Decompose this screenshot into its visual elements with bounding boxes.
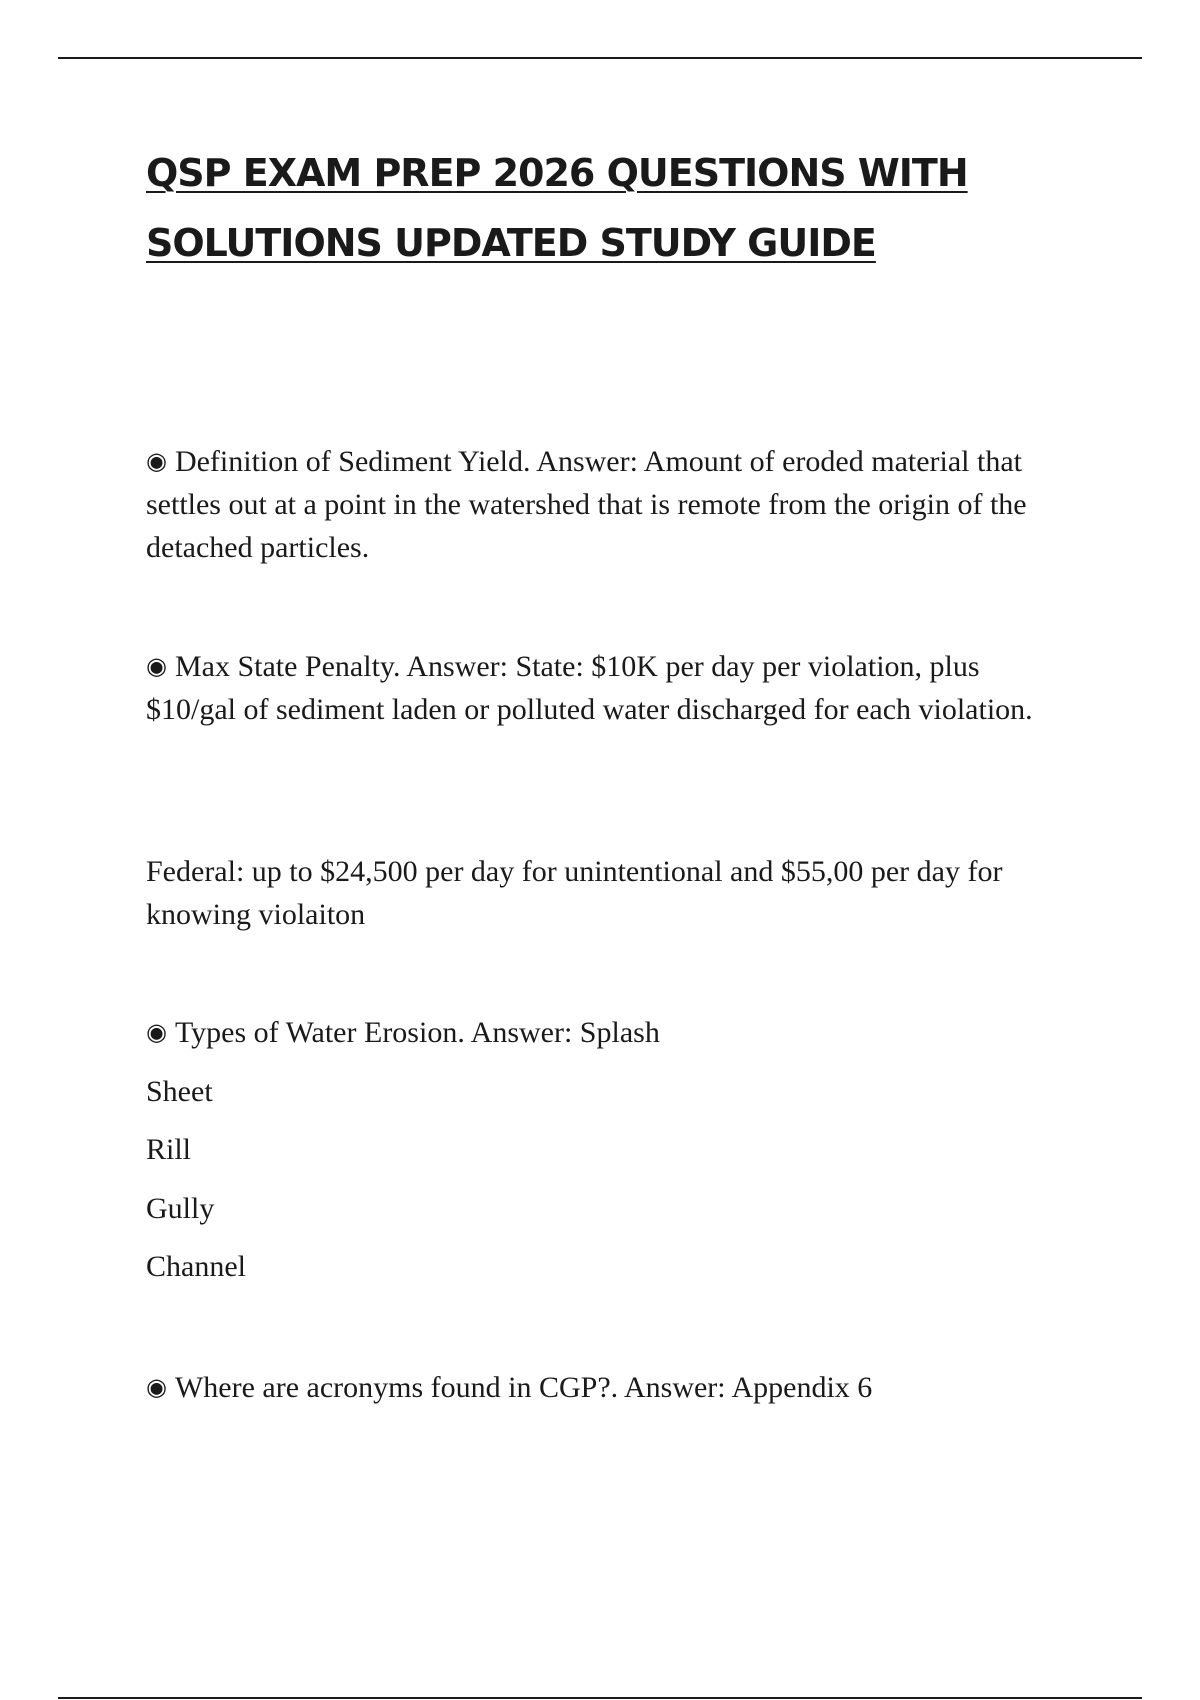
- qa-continuation-federal-penalty: Federal: up to $24,500 per day for unintentional and $55,00 per day for knowing violaiton: [146, 855, 1003, 931]
- qa-text: Max State Penalty. Answer: State: $10K per day per violation, plus $10/gal of sediment laden or polluted water discharged for each violation.: [146, 650, 1033, 726]
- erosion-type-gully: Gully: [146, 1192, 215, 1225]
- bullet-icon: ◉: [146, 652, 167, 680]
- qa-text: Types of Water Erosion. Answer: Splash: [174, 1016, 660, 1049]
- title-line-2: SOLUTIONS UPDATED STUDY GUIDE: [146, 221, 876, 265]
- document-title: [146, 138, 1046, 278]
- qa-text: Definition of Sediment Yield. Answer: Amount of eroded material that settles out at a point in the watershed that is remote from the origin of the detached particles.: [146, 445, 1027, 564]
- erosion-type-sheet: Sheet: [146, 1075, 213, 1108]
- title-line-1: QSP EXAM PREP 2026 QUESTIONS WITH: [146, 151, 968, 195]
- bullet-icon: ◉: [146, 447, 167, 475]
- qa-item-max-state-penalty: [146, 645, 1076, 731]
- bottom-rule: [58, 1697, 1142, 1699]
- bullet-icon: ◉: [146, 1018, 167, 1046]
- qa-item-water-erosion: [146, 1011, 1076, 1054]
- qa-item-sediment-yield: [146, 440, 1076, 569]
- qa-item-acronyms: [146, 1366, 1076, 1409]
- bullet-icon: ◉: [146, 1373, 167, 1401]
- erosion-type-rill: Rill: [146, 1133, 192, 1166]
- top-rule: [58, 57, 1142, 59]
- qa-text: Where are acronyms found in CGP?. Answer: Appendix 6: [174, 1371, 873, 1404]
- erosion-type-channel: Channel: [146, 1250, 246, 1283]
